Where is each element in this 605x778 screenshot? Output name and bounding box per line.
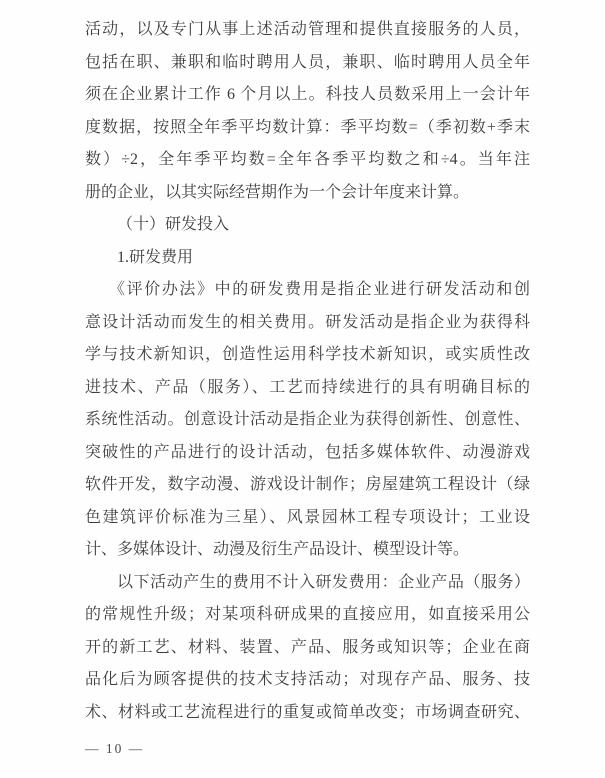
text-line: 系统性活动。创意设计活动是指企业为获得创新性、创意性、 (85, 411, 530, 428)
text-line: 须在企业累计工作 6 个月以上。科技人员数采用上一会计年 (85, 86, 530, 103)
text-line: 包括在职、兼职和临时聘用人员，兼职、临时聘用人员全年 (85, 53, 530, 71)
text-line: 《评价办法》中的研发费用是指企业进行研发活动和创 (109, 281, 530, 298)
subsection-heading: 1.研发费用 (117, 248, 194, 266)
text-line: 数）÷2，全年季平均数=全年各季平均数之和÷4。当年注 (85, 151, 530, 168)
document-body (85, 14, 530, 729)
text-line: 学与技术新知识，创造性运用科学技术新知识，或实质性改 (85, 346, 530, 363)
text-line: 软件开发，数字动漫、游戏设计制作；房屋建筑工程设计（绿 (85, 476, 530, 493)
text-line: 开的新工艺、材料、装置、产品、服务或知识等；企业在商 (85, 638, 530, 656)
text-line: 册的企业，以其实际经营期作为一个会计年度来计算。 (85, 183, 470, 201)
page-number: — 10 — (85, 741, 145, 756)
text-line: 色建筑评价标准为三星）、风景园林工程专项设计；工业设 (85, 508, 530, 526)
section-heading: （十）研发投入 (117, 216, 230, 233)
text-line: 意设计活动而发生的相关费用。研发活动是指企业为获得科 (85, 313, 530, 331)
text-line: 的常规性升级；对某项科研成果的直接应用，如直接采用公 (85, 606, 530, 623)
text-line: 突破性的产品进行的设计活动，包括多媒体软件、动漫游戏 (85, 443, 530, 461)
text-line: 术、材料或工艺流程进行的重复或简单改变；市场调查研究、 (85, 703, 530, 721)
text-line: 进技术、产品（服务）、工艺而持续进行的具有明确目标的 (85, 378, 530, 396)
text-line: 品化后为顾客提供的技术支持活动；对现存产品、服务、技 (85, 671, 530, 688)
text-line: 活动，以及专门从事上述活动管理和提供直接服务的人员， (85, 21, 530, 38)
text-line: 计、多媒体设计、动漫及衍生产品设计、模型设计等。 (85, 541, 470, 558)
text-line: 度数据，按照全年季平均数计算：季平均数=（季初数+季末 (85, 118, 530, 136)
text-line: 以下活动产生的费用不计入研发费用：企业产品（服务） (117, 573, 530, 591)
